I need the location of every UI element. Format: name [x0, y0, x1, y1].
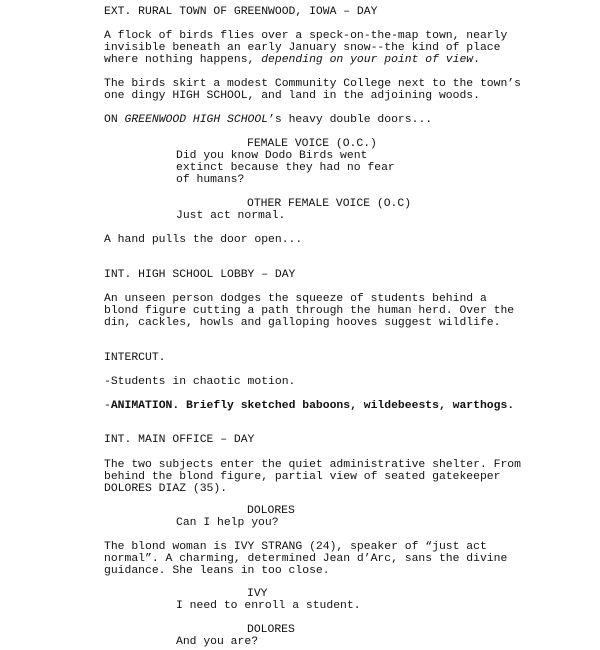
bullet-dash: -: [104, 400, 111, 412]
dialogue-line: And you are?: [176, 636, 259, 648]
action-line: The two subjects enter the quiet administrative shelter. From: [104, 459, 521, 471]
action-line: [104, 114, 432, 126]
action-text: .: [473, 54, 480, 66]
character-name: DOLORES: [247, 624, 295, 636]
action-line: normal”. A charming, determined Jean d’Arc, sans the divine: [104, 553, 508, 565]
character-name: FEMALE VOICE (O.C.): [247, 138, 377, 150]
dialogue-line: Did you know Dodo Birds went: [176, 150, 368, 162]
action-line: DOLORES DIAZ (35).: [104, 483, 228, 495]
dialogue-line: of humans?: [176, 174, 245, 186]
dialogue-line: I need to enroll a student.: [176, 600, 361, 612]
action-bullet: -Students in chaotic motion.: [104, 376, 296, 388]
dialogue-line: Can I help you?: [176, 517, 279, 529]
action-line: behind the blond figure, partial view of seated gatekeeper: [104, 471, 501, 483]
animation-note: ANIMATION. Briefly sketched baboons, wildebeests, warthogs.: [110, 400, 515, 412]
action-bullet: [104, 400, 514, 412]
action-line: A flock of birds flies over a speck-on-the-map town, nearly: [104, 30, 508, 42]
character-name: OTHER FEMALE VOICE (O.C): [247, 198, 412, 210]
dialogue-line: Just act normal.: [176, 210, 286, 222]
action-line: The blond woman is IVY STRANG (24), speaker of “just act: [104, 541, 487, 553]
action-line: din, cackles, howls and galloping hooves suggest wildlife.: [104, 317, 501, 329]
character-name: DOLORES: [247, 505, 295, 517]
action-line: one dingy HIGH SCHOOL, and land in the adjoining woods.: [104, 90, 480, 102]
action-emphasis: depending on your point of view: [261, 54, 474, 66]
action-line: A hand pulls the door open...: [104, 234, 303, 246]
action-emphasis: GREENWOOD HIGH SCHOOL: [124, 114, 269, 126]
action-line: [104, 54, 480, 66]
action-line: An unseen person dodges the squeeze of students behind a: [104, 293, 487, 305]
action-text: where nothing happens,: [104, 54, 262, 66]
transition-intercut: INTERCUT.: [104, 352, 166, 364]
action-text: ’s heavy double doors...: [268, 114, 433, 126]
dialogue-line: extinct because they had no fear: [176, 162, 395, 174]
action-text: ON: [104, 114, 125, 126]
scene-heading: INT. HIGH SCHOOL LOBBY – DAY: [104, 269, 296, 281]
action-line: guidance. She leans in too close.: [104, 565, 330, 577]
action-line: invisible beneath an early January snow--the kind of place: [104, 42, 501, 54]
scene-heading: INT. MAIN OFFICE – DAY: [104, 434, 255, 446]
scene-heading: EXT. RURAL TOWN OF GREENWOOD, IOWA – DAY: [104, 6, 378, 18]
action-line: The birds skirt a modest Community College next to the town’s: [104, 78, 521, 90]
character-name: IVY: [247, 588, 268, 600]
action-line: blond figure cutting a path through the human herd. Over the: [104, 305, 515, 317]
